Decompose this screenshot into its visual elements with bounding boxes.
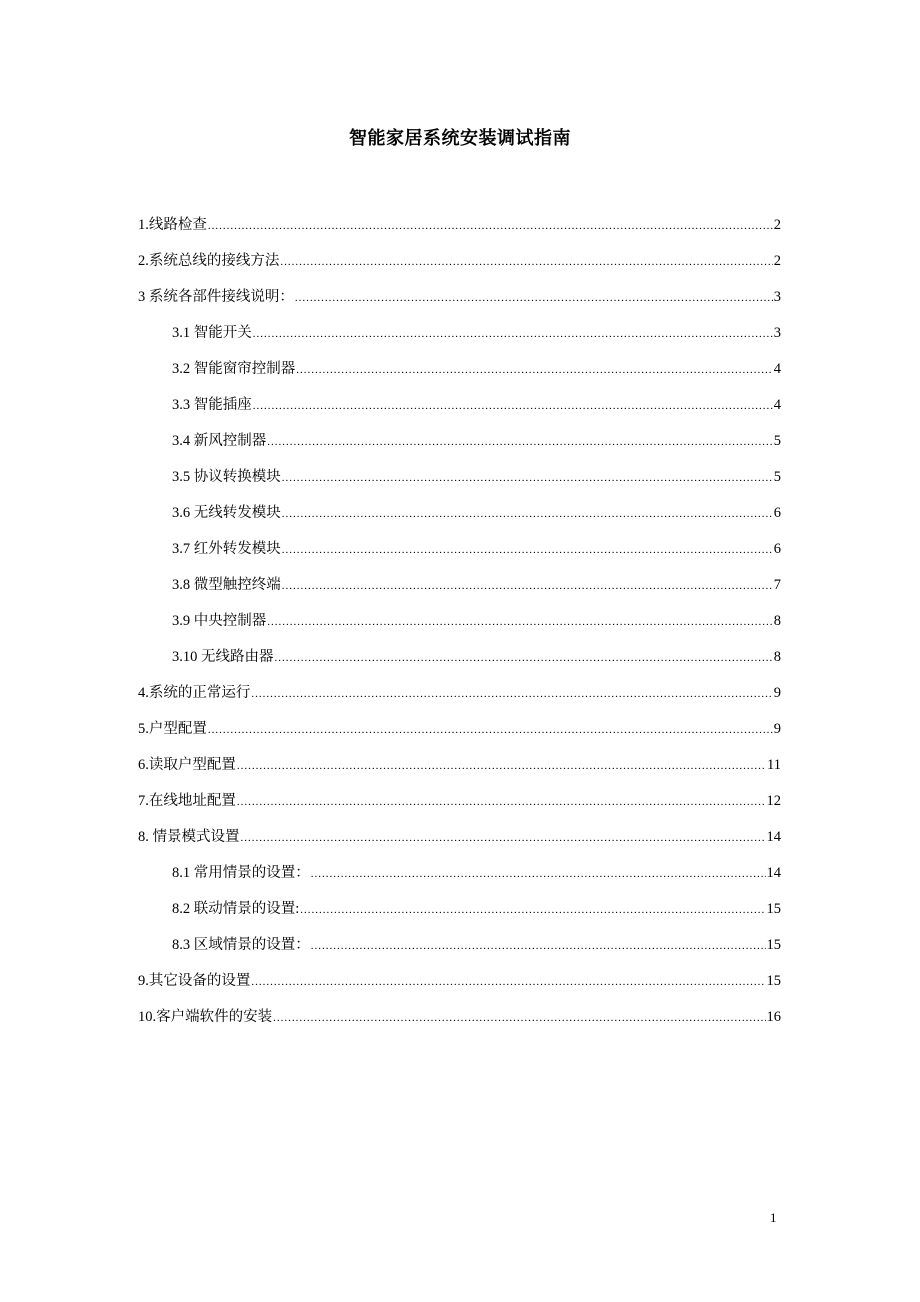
toc-entry-label: 3.4 新风控制器	[172, 433, 267, 449]
toc-entry-page: 12	[766, 793, 781, 809]
toc-entry-page: 5	[773, 469, 781, 485]
toc-entry-page: 16	[766, 1009, 781, 1025]
toc-dot-leader	[282, 467, 773, 489]
toc-entry[interactable]	[138, 862, 781, 898]
toc-entry-page: 15	[766, 901, 781, 917]
toc-dot-leader	[251, 971, 765, 993]
toc-dot-leader	[311, 935, 766, 957]
toc-dot-leader	[237, 755, 766, 777]
toc-entry-label: 5.户型配置	[138, 721, 207, 737]
toc-dot-leader	[208, 719, 773, 741]
toc-dot-leader	[296, 359, 773, 381]
toc-entry[interactable]	[138, 646, 781, 682]
toc-entry-label: 3.2 智能窗帘控制器	[172, 361, 296, 377]
toc-entry[interactable]	[138, 682, 781, 718]
toc-entry[interactable]	[138, 1006, 781, 1042]
toc-dot-leader	[282, 503, 773, 525]
toc-entry[interactable]	[138, 934, 781, 970]
toc-entry[interactable]	[138, 322, 781, 358]
toc-entry-page: 14	[766, 829, 781, 845]
toc-entry[interactable]	[138, 826, 781, 862]
toc-entry[interactable]	[138, 358, 781, 394]
toc-entry[interactable]	[138, 718, 781, 754]
toc-entry-page: 4	[773, 361, 781, 377]
toc-entry-label: 3.1 智能开关	[172, 325, 252, 341]
toc-dot-leader	[208, 215, 773, 237]
toc-entry-page: 3	[773, 289, 781, 305]
toc-entry-label: 3.5 协议转换模块	[172, 469, 281, 485]
toc-dot-leader	[237, 791, 766, 813]
toc-dot-leader	[241, 827, 766, 849]
toc-entry-page: 2	[773, 217, 781, 233]
toc-entry[interactable]	[138, 574, 781, 610]
toc-entry-page: 3	[773, 325, 781, 341]
toc-dot-leader	[311, 863, 766, 885]
toc-dot-leader	[267, 611, 773, 633]
toc-dot-leader	[273, 1007, 765, 1029]
toc-entry[interactable]	[138, 394, 781, 430]
toc-entry-label: 3.3 智能插座	[172, 397, 252, 413]
toc-entry[interactable]	[138, 286, 781, 322]
toc-entry-page: 15	[766, 973, 781, 989]
toc-entry-label: 3.8 微型触控终端	[172, 577, 281, 593]
toc-entry-page: 15	[766, 937, 781, 953]
toc-entry[interactable]	[138, 754, 781, 790]
toc-entry-page: 9	[773, 685, 781, 701]
toc-entry-label: 2.系统总线的接线方法	[138, 253, 280, 269]
toc-entry-label: 3 系统各部件接线说明：	[138, 289, 294, 305]
toc-entry[interactable]	[138, 466, 781, 502]
toc-entry-page: 6	[773, 505, 781, 521]
toc-entry[interactable]	[138, 214, 781, 250]
toc-entry[interactable]	[138, 250, 781, 286]
toc-entry-label: 3.7 红外转发模块	[172, 541, 281, 557]
toc-dot-leader	[282, 575, 773, 597]
toc-entry[interactable]	[138, 502, 781, 538]
toc-entry[interactable]	[138, 790, 781, 826]
toc-entry-label: 7.在线地址配置	[138, 793, 236, 809]
toc-entry-page: 8	[773, 613, 781, 629]
toc-entry-label: 4.系统的正常运行	[138, 685, 251, 701]
toc-dot-leader	[300, 899, 765, 921]
toc-entry-label: 3.6 无线转发模块	[172, 505, 281, 521]
toc-entry-page: 9	[773, 721, 781, 737]
toc-entry-page: 4	[773, 397, 781, 413]
toc-dot-leader	[251, 683, 772, 705]
toc-entry[interactable]	[138, 898, 781, 934]
toc-entry-label: 3.10 无线路由器	[172, 649, 274, 665]
toc-entry-label: 8.3 区域情景的设置：	[172, 937, 310, 953]
toc-entry[interactable]	[138, 430, 781, 466]
toc-entry-page: 5	[773, 433, 781, 449]
toc-dot-leader	[267, 431, 773, 453]
toc-entry-label: 3.9 中央控制器	[172, 613, 267, 629]
page-number: 1	[770, 1210, 777, 1225]
toc-entry-label: 9.其它设备的设置	[138, 973, 251, 989]
toc-entry[interactable]	[138, 538, 781, 574]
table-of-contents	[138, 214, 781, 1042]
toc-entry-label: 8.1 常用情景的设置：	[172, 865, 310, 881]
toc-entry-label: 10.客户端软件的安装	[138, 1009, 273, 1025]
toc-entry-page: 14	[766, 865, 781, 881]
toc-dot-leader	[282, 539, 773, 561]
toc-dot-leader	[295, 287, 773, 309]
toc-entry-page: 11	[767, 757, 781, 773]
toc-dot-leader	[280, 251, 772, 273]
document-title: 智能家居系统安装调试指南	[349, 128, 571, 148]
toc-dot-leader	[253, 395, 773, 417]
toc-entry-label: 6.读取户型配置	[138, 757, 236, 773]
toc-entry-label: 8. 情景模式设置	[138, 829, 240, 845]
toc-entry-page: 7	[773, 577, 781, 593]
toc-entry-label: 8.2 联动情景的设置:	[172, 901, 300, 917]
toc-entry[interactable]	[138, 970, 781, 1006]
toc-entry-label: 1.线路检查	[138, 217, 207, 233]
toc-dot-leader	[253, 323, 773, 345]
toc-entry-page: 8	[773, 649, 781, 665]
toc-entry[interactable]	[138, 610, 781, 646]
toc-entry-page: 6	[773, 541, 781, 557]
toc-dot-leader	[275, 647, 773, 669]
toc-entry-page: 2	[773, 253, 781, 269]
